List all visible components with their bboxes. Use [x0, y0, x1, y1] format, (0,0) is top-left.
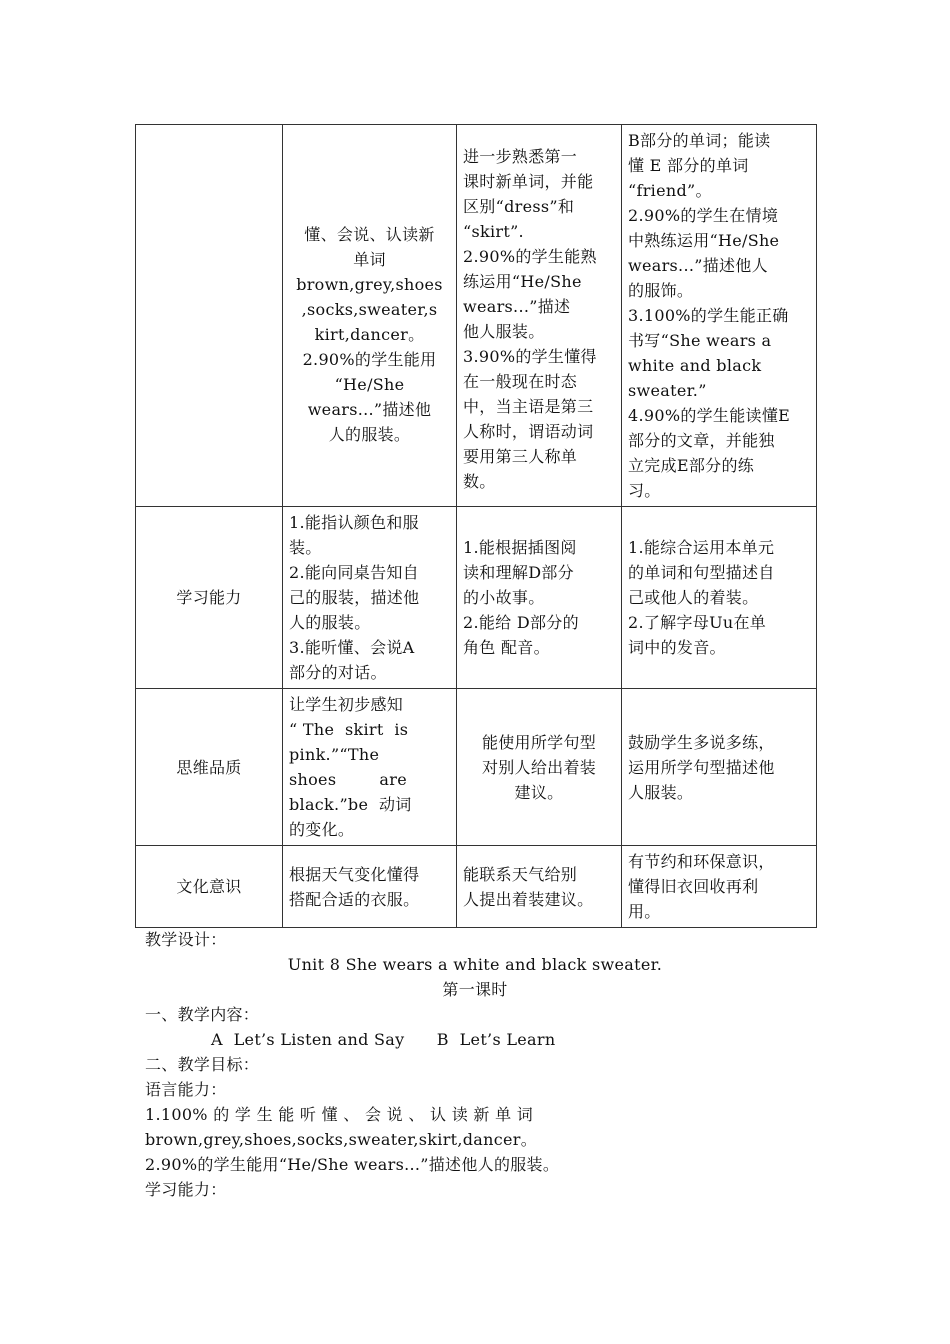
cell-line: 习。	[628, 481, 661, 500]
cell-line: 鼓励学生多说多练，	[628, 732, 775, 752]
cell-line: kirt,dancer。	[314, 324, 425, 344]
cell-line: 人的服装。	[289, 613, 371, 632]
cell-line: wears...”描述他	[307, 399, 432, 419]
cell-line: 人提出着装建议。	[463, 889, 594, 909]
cell-line: 书写“She wears a	[628, 331, 772, 350]
table-cell	[283, 507, 457, 689]
cell-line: shoes are	[289, 770, 407, 789]
cell-line: 人服装。	[628, 782, 694, 802]
table-cell	[622, 689, 817, 846]
cell-line: 2.90%的学生能熟	[463, 247, 597, 266]
cell-line: pink.”“The	[289, 745, 380, 764]
row-label: 学习能力	[136, 507, 283, 689]
content-heading: 一、教学内容：	[145, 1005, 260, 1024]
cell-line: 读和理解D部分	[463, 563, 574, 582]
cell-line: 对别人给出着装	[481, 757, 597, 777]
unit-title: Unit 8 She wears a white and black sweater.	[287, 955, 663, 974]
cell-line: 课时新单词，并能	[463, 172, 594, 191]
table-row	[136, 125, 817, 507]
cell-line: 能联系天气给别	[463, 864, 578, 884]
cell-line: 2.90%的学生在情境	[628, 206, 779, 225]
cell-line: 单词	[353, 249, 386, 269]
row-label	[136, 125, 283, 507]
cell-line: 中，当主语是第三	[463, 397, 594, 416]
cell-line: “friend”。	[628, 181, 712, 200]
section-heading: 教学设计：	[145, 930, 227, 949]
cell-line: 数。	[463, 472, 496, 491]
cell-line: 建议。	[514, 782, 564, 802]
cell-line: 1.能综合运用本单元	[628, 538, 775, 557]
table-cell	[457, 846, 622, 928]
cell-line: 部分的文章，并能独	[628, 431, 775, 450]
cell-line: brown,grey,shoes	[296, 274, 443, 294]
cell-line: 立完成E部分的练	[628, 456, 755, 475]
cell-line: white and black	[628, 356, 762, 375]
cell-line: 用。	[628, 902, 661, 921]
table-cell	[457, 507, 622, 689]
cell-line: 3.90%的学生懂得	[463, 347, 597, 366]
cell-line: 词中的发音。	[628, 638, 726, 657]
cell-line: 2.能向同桌告知自	[289, 563, 419, 582]
row-label: 文化意识	[136, 846, 283, 928]
cell-line: “He/She	[334, 374, 405, 394]
cell-line: 3.能听懂、会说A	[289, 638, 415, 657]
cell-line: ,socks,sweater,s	[301, 299, 438, 319]
content-line: A Let’s Listen and Say B Let’s Learn	[211, 1030, 556, 1049]
cell-line: 懂、会说、认读新	[304, 224, 435, 244]
table-cell	[622, 507, 817, 689]
cell-line: 角色 配音。	[463, 638, 550, 657]
lesson-label: 第一课时	[442, 980, 508, 999]
cell-line: 2.了解字母Uu在单	[628, 613, 767, 632]
learning-ability-heading: 学习能力：	[145, 1180, 227, 1199]
cell-line: 进一步熟悉第一	[463, 147, 578, 166]
table-cell	[283, 125, 457, 507]
cell-line: 的变化。	[289, 820, 355, 839]
cell-line: 2.90%的学生能用	[302, 349, 437, 369]
cell-line: B部分的单词；能读	[628, 131, 771, 150]
cell-line: 4.90%的学生能读懂E	[628, 406, 791, 425]
cell-line: 己或他人的着装。	[628, 588, 759, 607]
cell-line: 要用第三人称单	[463, 447, 578, 466]
cell-line: 懂得旧衣回收再利	[628, 877, 759, 896]
cell-line: sweater.”	[628, 381, 707, 400]
cell-line: wears...”描述他人	[628, 256, 768, 275]
teaching-goals-table	[135, 124, 817, 928]
table-row	[136, 689, 817, 846]
cell-line: 练运用“He/She	[463, 272, 582, 291]
language-ability-heading: 语言能力：	[145, 1080, 227, 1099]
table-cell	[622, 846, 817, 928]
teaching-design-section	[145, 927, 805, 1202]
table-row	[136, 507, 817, 689]
cell-line: “ The skirt is	[289, 720, 409, 739]
cell-line: 在一般现在时态	[463, 372, 578, 391]
table-cell	[457, 689, 622, 846]
cell-line: 中熟练运用“He/She	[628, 231, 780, 250]
cell-line: 3.100%的学生能正确	[628, 306, 789, 325]
cell-line: 装。	[289, 538, 322, 557]
table-cell	[457, 125, 622, 507]
cell-line: 2.能给 D部分的	[463, 613, 579, 632]
row-label: 思维品质	[136, 689, 283, 846]
cell-line: 懂 E 部分的单词	[628, 156, 749, 175]
cell-line: 能使用所学句型	[481, 732, 597, 752]
cell-line: 让学生初步感知	[289, 695, 404, 714]
goal-1-line-2: brown,grey,shoes,socks,sweater,skirt,dancer。	[145, 1130, 538, 1149]
cell-line: black.”be 动词	[289, 795, 412, 814]
cell-line: 搭配合适的衣服。	[289, 889, 420, 909]
cell-line: wears...”描述	[463, 297, 571, 316]
cell-line: 有节约和环保意识，	[628, 852, 775, 871]
cell-line: 的单词和句型描述自	[628, 563, 775, 582]
cell-line: “skirt”.	[463, 222, 524, 241]
table-cell	[283, 846, 457, 928]
cell-line: 人的服装。	[328, 424, 411, 444]
cell-line: 1.能根据插图阅	[463, 538, 577, 557]
cell-line: 的小故事。	[463, 588, 545, 607]
cell-line: 区别“dress”和	[463, 197, 575, 216]
cell-line: 根据天气变化懂得	[289, 864, 420, 884]
cell-line: 的服饰。	[628, 281, 694, 300]
goal-1-line-1: 1.100% 的 学 生 能 听 懂 、 会 说 、 认 读 新 单 词	[145, 1105, 534, 1124]
cell-line: 他人服装。	[463, 322, 545, 341]
table-cell	[283, 689, 457, 846]
cell-line: 人称时，谓语动词	[463, 422, 594, 441]
table-cell	[622, 125, 817, 507]
cell-line: 运用所学句型描述他	[628, 757, 775, 777]
goals-heading: 二、教学目标：	[145, 1055, 260, 1074]
cell-line: 1.能指认颜色和服	[289, 513, 419, 532]
goal-2: 2.90%的学生能用“He/She wears...”描述他人的服装。	[145, 1155, 560, 1174]
cell-line: 部分的对话。	[289, 663, 387, 682]
table-row	[136, 846, 817, 928]
cell-line: 己的服装，描述他	[289, 588, 420, 607]
